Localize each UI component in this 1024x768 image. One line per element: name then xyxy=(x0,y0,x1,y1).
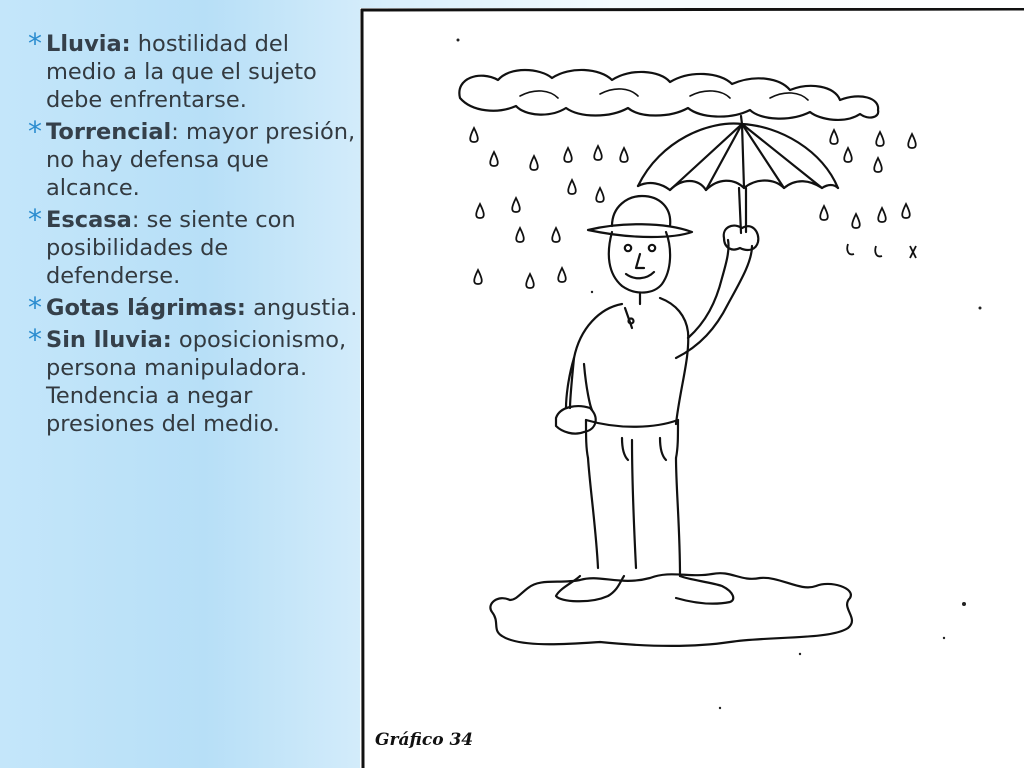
head xyxy=(609,232,670,293)
puddle xyxy=(490,573,852,646)
raindrop xyxy=(558,268,566,282)
raindrop xyxy=(530,156,538,170)
bullet-item xyxy=(28,323,358,438)
torso xyxy=(566,304,622,408)
raindrop xyxy=(470,128,478,142)
bullet-description: : mayor presión, no hay defensa que alcance. xyxy=(46,119,356,201)
rain-person-drawing xyxy=(360,8,1024,768)
bullet-marker: * xyxy=(28,203,42,236)
raindrop xyxy=(908,134,916,148)
bullet-text xyxy=(46,294,358,322)
bullet-text xyxy=(46,30,358,114)
drawing-panel xyxy=(360,8,1024,768)
raindrop xyxy=(474,270,482,284)
legs xyxy=(588,458,598,568)
raindrop xyxy=(878,208,886,222)
bullet-list xyxy=(28,27,358,442)
raindrops xyxy=(470,128,916,288)
bullet-marker: * xyxy=(28,27,42,60)
raindrop xyxy=(876,132,884,146)
bullet-item xyxy=(28,115,358,202)
bullet-marker: * xyxy=(28,291,42,324)
raindrop xyxy=(552,228,560,242)
raindrop xyxy=(564,148,572,162)
raindrop xyxy=(526,274,534,288)
bullet-marker: * xyxy=(28,323,42,356)
raindrop xyxy=(902,204,910,218)
raindrop xyxy=(620,148,628,162)
umbrella xyxy=(638,116,838,233)
raindrop xyxy=(512,198,520,212)
bullet-item xyxy=(28,27,358,114)
bullet-description: hostilidad del medio a la que el sujeto debe enfrentarse. xyxy=(46,31,317,113)
bullet-term: Escasa xyxy=(46,207,132,233)
raindrop xyxy=(596,188,604,202)
bullet-term: Sin lluvia: xyxy=(46,327,172,353)
specks xyxy=(457,39,982,710)
bullet-text xyxy=(46,206,358,290)
bullet-description: angustia. xyxy=(245,295,358,321)
bullet-term: Gotas lágrimas: xyxy=(46,295,246,321)
raindrop xyxy=(852,214,860,228)
bullet-term: Torrencial xyxy=(46,119,172,145)
raindrop xyxy=(830,130,838,144)
raindrop xyxy=(844,148,852,162)
bullet-marker: * xyxy=(28,115,42,148)
bullet-description: oposicionismo, persona manipuladora. Tendencia a negar presiones del medio. xyxy=(46,327,347,437)
raindrop xyxy=(820,206,828,220)
raindrop xyxy=(568,180,576,194)
raindrop xyxy=(874,158,882,172)
raindrop xyxy=(490,152,498,166)
hat xyxy=(588,224,692,237)
bullet-text xyxy=(46,326,358,438)
raindrop xyxy=(516,228,524,242)
raised-arm xyxy=(688,240,729,338)
bullet-term: Lluvia: xyxy=(46,31,131,57)
raindrop xyxy=(594,146,602,160)
raindrop xyxy=(476,204,484,218)
bullet-description: : se siente con posibilidades de defenderse. xyxy=(46,207,296,289)
bullet-item xyxy=(28,291,358,324)
bullet-text xyxy=(46,118,358,202)
bullet-item xyxy=(28,203,358,290)
figure-caption: Gráfico 34 xyxy=(375,730,474,750)
